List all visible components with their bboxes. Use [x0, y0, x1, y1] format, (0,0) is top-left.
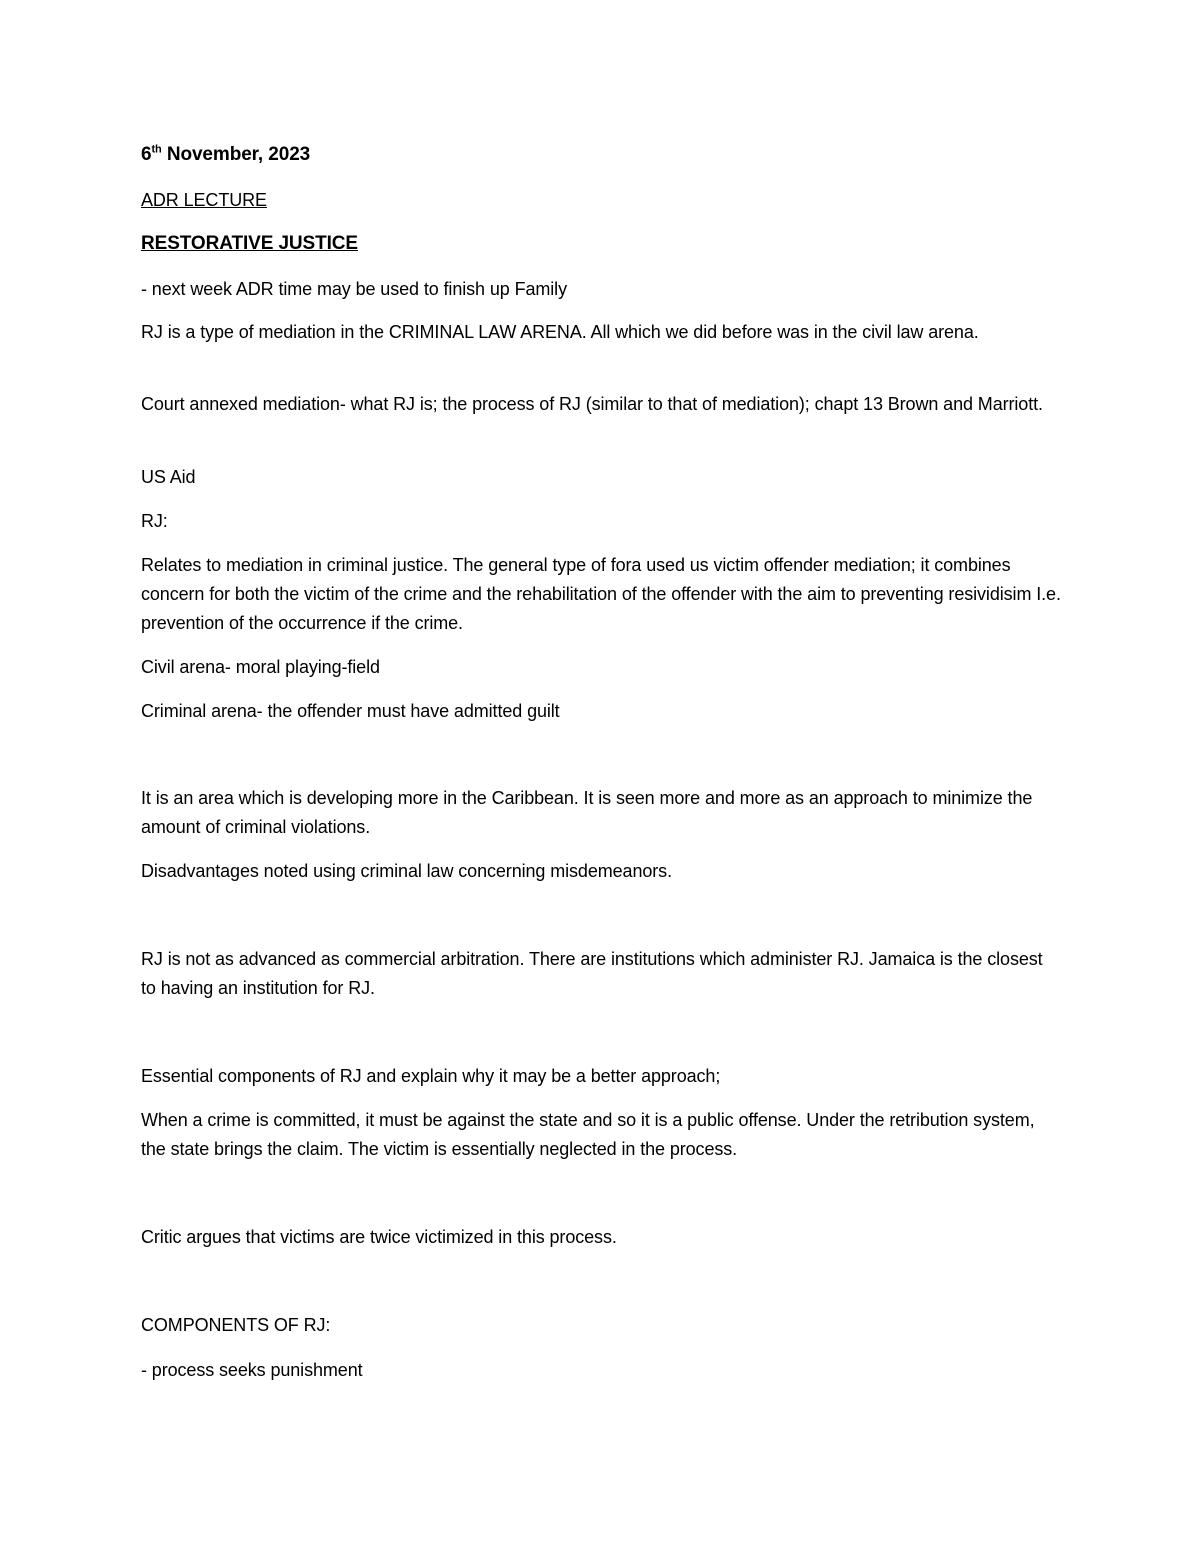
paragraph-commercial-arbitration: RJ is not as advanced as commercial arbitration. There are institutions which administer RJ. Jamaica is the closest to having an institution for RJ.	[141, 949, 1043, 998]
paragraph-essential-components: Essential components of RJ and explain why it may be a better approach;	[141, 1066, 721, 1086]
document-date	[141, 140, 1061, 169]
lecture-subject: ADR LECTURE	[141, 190, 267, 210]
paragraph-disadvantages: Disadvantages noted using criminal law concerning misdemeanors.	[141, 861, 672, 881]
paragraph-rj-definition: RJ is a type of mediation in the CRIMINAL LAW ARENA. All which we did before was in the civil law arena.	[141, 322, 979, 342]
paragraph-rj-label: RJ:	[141, 511, 168, 531]
date-month-year: November, 2023	[161, 144, 311, 165]
paragraph-caribbean: It is an area which is developing more in the Caribbean. It is seen more and more as an approach to minimize the amount of criminal violations.	[141, 788, 1033, 837]
paragraph-next-week: - next week ADR time may be used to finish up Family	[141, 279, 567, 299]
paragraph-components-heading: COMPONENTS OF RJ:	[141, 1315, 331, 1335]
date-ordinal-suffix: th	[151, 143, 162, 156]
paragraph-crime-committed: When a crime is committed, it must be against the state and so it is a public offense. Under the retribution system, the state brings the claim. The victim is essentially neglected in the process.	[141, 1110, 1035, 1159]
paragraph-civil-arena: Civil arena- moral playing-field	[141, 657, 380, 677]
paragraph-process-punishment: - process seeks punishment	[141, 1360, 363, 1380]
paragraph-relates-to-mediation: Relates to mediation in criminal justice. The general type of fora used us victim offender mediation; it combines concern for both the victim of the crime and the rehabilitation of the offender with the aim to preventing resividisim I.e. prevention of the occurrence if the crime.	[141, 555, 1061, 633]
date-day: 6	[141, 144, 152, 165]
paragraph-court-annexed: Court annexed mediation- what RJ is; the process of RJ (similar to that of mediation); chapt 13 Brown and Marriott.	[141, 394, 1043, 414]
paragraph-critic-argues: Critic argues that victims are twice victimized in this process.	[141, 1227, 617, 1247]
lecture-heading: RESTORATIVE JUSTICE	[141, 233, 358, 254]
paragraph-us-aid: US Aid	[141, 467, 196, 487]
paragraph-criminal-arena: Criminal arena- the offender must have admitted guilt	[141, 701, 560, 721]
